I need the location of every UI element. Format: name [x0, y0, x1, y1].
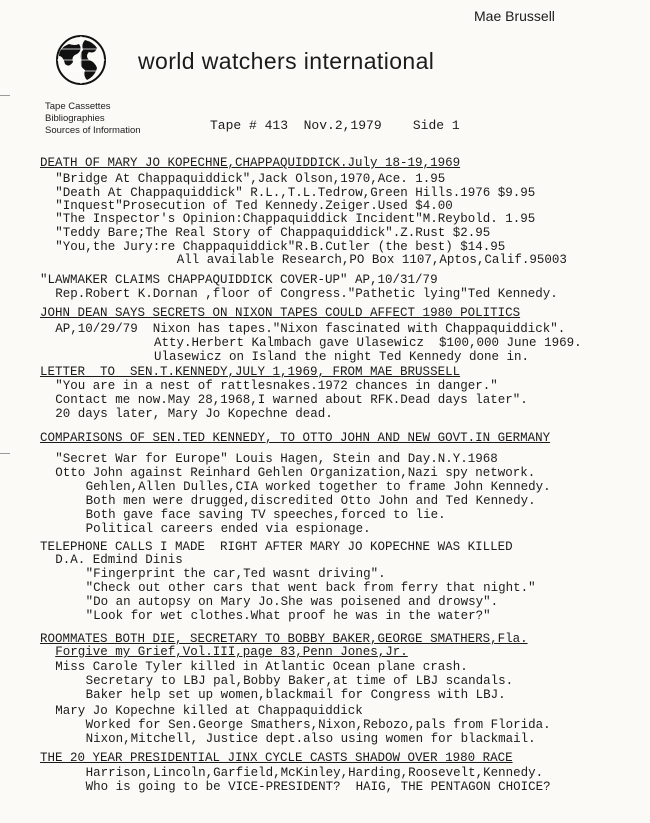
section-heading: THE 20 YEAR PRESIDENTIAL JINX CYCLE CASTS SHADOW OVER 1980 RACE — [40, 751, 513, 765]
section-heading: DEATH OF MARY JO KOPECHNE,CHAPPAQUIDDICK.July 18-19,1969 — [40, 156, 461, 170]
punch-mark — [0, 95, 10, 96]
text-line: TELEPHONE CALLS I MADE RIGHT AFTER MARY JO KOPECHNE WAS KILLED — [40, 540, 513, 554]
text-line: Mary Jo Kopechne killed at Chappaquiddick — [55, 704, 363, 718]
section-heading: JOHN DEAN SAYS SECRETS ON NIXON TAPES COULD AFFECT 1980 POLITICS — [40, 306, 521, 320]
text-line: Gehlen,Allen Dulles,CIA worked together to frame John Kennedy. — [85, 480, 551, 494]
text-line: D.A. Edmind Dinis — [55, 553, 183, 567]
service-item: Sources of Information — [45, 125, 141, 136]
text-line: Atty.Herbert Kalmbach gave Ulasewicz $100,000 June 1969. — [154, 336, 582, 350]
text-line: "Bridge At Chappaquiddick",Jack Olson,1970,Ace. 1.95 — [55, 172, 446, 186]
text-line: "Look for wet clothes.What proof he was in the water?" — [85, 609, 491, 623]
text-line: Political careers ended via espionage. — [85, 522, 371, 536]
text-line: 20 days later, Mary Jo Kopechne dead. — [55, 407, 333, 421]
tape-number: Tape # 413 — [210, 118, 289, 133]
text-line: Secretary to LBJ pal,Bobby Baker,at time of LBJ scandals. — [85, 674, 514, 688]
text-line: "Do an autopsy on Mary Jo.She was poisened and drowsy". — [85, 595, 499, 609]
text-line: Nixon,Mitchell, Justice dept.also using women for blackmail. — [85, 732, 536, 746]
text-line: Otto John against Reinhard Gehlen Organization,Nazi spy network. — [55, 466, 536, 480]
service-item: Tape Cassettes — [45, 101, 111, 112]
service-item: Bibliographies — [45, 113, 105, 124]
text-line: Worked for Sen.George Smathers,Nixon,Rebozo,pals from Florida. — [85, 718, 551, 732]
text-line: Miss Carole Tyler killed in Atlantic Ocean plane crash. — [55, 660, 468, 674]
text-line: Both gave face saving TV speeches,forced to lie. — [85, 508, 446, 522]
punch-mark — [0, 453, 10, 454]
section-heading: COMPARISONS OF SEN.TED KENNEDY, TO OTTO JOHN AND NEW GOVT.IN GERMANY — [40, 431, 551, 445]
tape-side: Side 1 — [412, 118, 460, 133]
text-line: Rep.Robert K.Dornan ,floor of Congress."Pathetic lying"Ted Kennedy. — [55, 287, 558, 301]
globe-icon — [55, 34, 107, 86]
text-line: Forgive my Grief,Vol.III,page 83,Penn Jones,Jr. — [55, 645, 408, 659]
text-line: Ulasewicz on Island the night Ted Kennedy done in. — [154, 350, 530, 364]
text-line: "Secret War for Europe" Louis Hagen, Stein and Day.N.Y.1968 — [55, 452, 498, 466]
text-line: Baker help set up women,blackmail for Congress with LBJ. — [85, 688, 506, 702]
text-line: "Teddy Bare;The Real Story of Chappaquiddick".Z.Rust $2.95 — [55, 226, 491, 240]
text-line: "Death At Chappaquiddick" R.L.,T.L.Tedrow,Green Hills.1976 $9.95 — [55, 186, 536, 200]
text-line: "Fingerprint the car,Ted wasnt driving". — [85, 567, 386, 581]
tape-date: Nov.2,1979 — [303, 118, 382, 133]
section-heading: LETTER TO SEN.T.KENNEDY,JULY 1,1969, FROM MAE BRUSSELL — [40, 365, 461, 379]
tape-info — [210, 118, 460, 133]
text-line: "You,the Jury:re Chappaquiddick"R.B.Cutler (the best) $14.95 — [55, 240, 506, 254]
text-line: All available Research,PO Box 1107,Aptos,Calif.95003 — [176, 253, 567, 267]
text-line: AP,10/29/79 Nixon has tapes."Nixon fascinated with Chappaquiddick". — [55, 322, 566, 336]
section-heading: ROOMMATES BOTH DIE, SECRETARY TO BOBBY BAKER,GEORGE SMATHERS,Fla. — [40, 632, 528, 646]
text-line: "You are in a nest of rattlesnakes.1972 chances in danger." — [55, 379, 498, 393]
text-line: "LAWMAKER CLAIMS CHAPPAQUIDDICK COVER-UP" AP,10/31/79 — [40, 273, 438, 287]
services-list — [45, 101, 141, 137]
organization-name: world watchers international — [138, 48, 435, 74]
text-line: Who is going to be VICE-PRESIDENT? HAIG, THE PENTAGON CHOICE? — [85, 780, 551, 794]
text-line: Contact me now.May 28,1968,I warned about RFK.Dead days later". — [55, 393, 528, 407]
text-line: "The Inspector's Opinion:Chappaquiddick Incident"M.Reybold. 1.95 — [55, 212, 536, 226]
text-line: Both men were drugged,discredited Otto John and Ted Kennedy. — [85, 494, 536, 508]
author-name: Mae Brussell — [474, 8, 555, 24]
text-line: Harrison,Lincoln,Garfield,McKinley,Harding,Roosevelt,Kennedy. — [85, 766, 544, 780]
text-line: "Inquest"Prosecution of Ted Kennedy.Zeiger.Used $4.00 — [55, 199, 453, 213]
text-line: "Check out other cars that went back from ferry that night." — [85, 581, 536, 595]
